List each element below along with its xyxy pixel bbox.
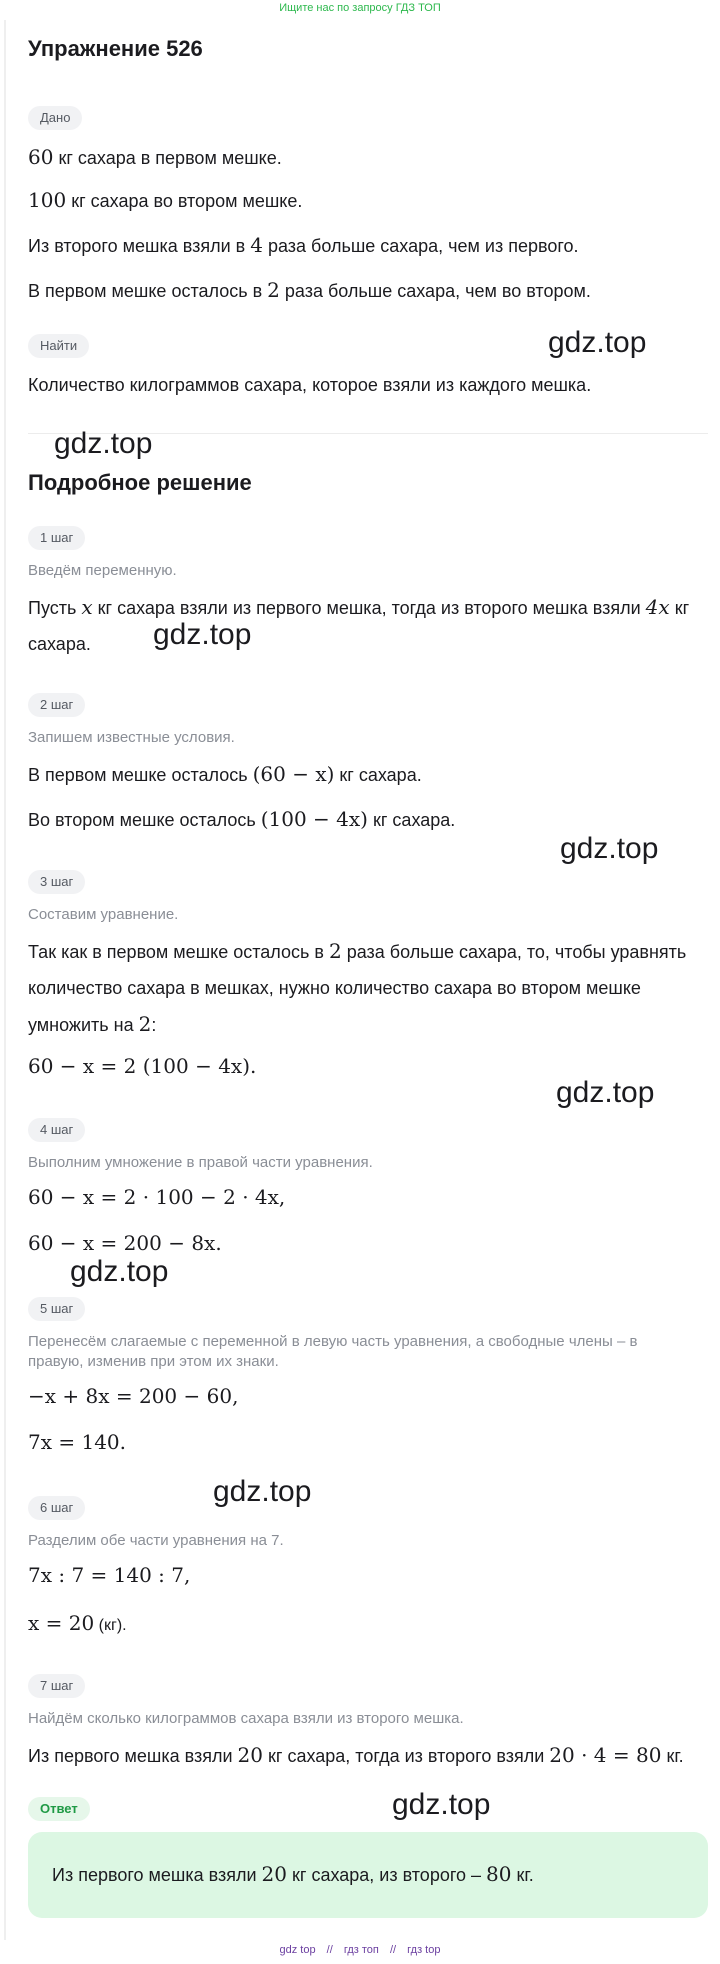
step-7-badge: 7 шаг bbox=[28, 1674, 85, 1698]
step-1-badge: 1 шаг bbox=[28, 526, 85, 550]
footer-link[interactable]: гдз top bbox=[407, 1944, 441, 1956]
step-6-equation-1: 7x : 7 = 140 : 7, bbox=[28, 1563, 191, 1587]
answer-box bbox=[28, 1832, 708, 1918]
footer-separator: // bbox=[389, 1944, 397, 1956]
step-5-equation-1: −x + 8x = 200 − 60, bbox=[28, 1384, 239, 1408]
answer-text: Из первого мешка взяли 20 кг сахара, из второго – 80 кг. bbox=[52, 1862, 534, 1886]
watermark: gdz.top bbox=[153, 618, 252, 651]
step-1-hint: Введём переменную. bbox=[28, 562, 177, 579]
answer-badge: Ответ bbox=[28, 1797, 90, 1821]
find-text: Количество килограммов сахара, которое взяли из каждого мешка. bbox=[28, 375, 592, 395]
left-rule bbox=[4, 20, 6, 1940]
watermark: gdz.top bbox=[392, 1788, 491, 1821]
watermark: gdz.top bbox=[213, 1475, 312, 1508]
watermark: gdz.top bbox=[548, 326, 647, 359]
step-3-line-2: количество сахара в мешках, нужно количество сахара во втором мешке bbox=[28, 978, 641, 998]
step-6-badge: 6 шаг bbox=[28, 1496, 85, 1520]
step-7-line-1: Из первого мешка взяли 20 кг сахара, тогда из второго взяли 20 · 4 = 80 кг. bbox=[28, 1743, 684, 1767]
footer-link[interactable]: gdz top bbox=[279, 1944, 316, 1956]
footer-link[interactable]: гдз топ bbox=[343, 1944, 379, 1956]
step-3-line-1: Так как в первом мешке осталось в 2 раза больше сахара, то, чтобы уравнять bbox=[28, 939, 687, 963]
page-title: Упражнение 526 bbox=[28, 36, 203, 61]
watermark: gdz.top bbox=[556, 1076, 655, 1109]
step-1-line-1: Пусть x кг сахара взяли из первого мешка, тогда из второго мешка взяли 4x кг bbox=[28, 595, 690, 619]
step-2-badge: 2 шаг bbox=[28, 693, 85, 717]
step-5-hint-1: Перенесём слагаемые с переменной в левую часть уравнения, а свободные члены – в bbox=[28, 1333, 638, 1350]
find-badge: Найти bbox=[28, 334, 89, 358]
step-3-badge: 3 шаг bbox=[28, 870, 85, 894]
step-1-line-2: сахара. bbox=[28, 634, 91, 654]
step-4-hint: Выполним умножение в правой части уравнения. bbox=[28, 1154, 373, 1171]
solution-title: Подробное решение bbox=[28, 470, 252, 495]
given-line-2: 100 кг сахара во втором мешке. bbox=[28, 188, 303, 212]
footer-links bbox=[0, 1944, 720, 1956]
step-2-line-1: В первом мешке осталось (60 − x) кг сахара. bbox=[28, 762, 422, 786]
step-3-line-3: умножить на 2: bbox=[28, 1012, 157, 1036]
given-line-1: 60 кг сахара в первом мешке. bbox=[28, 145, 282, 169]
given-line-4: В первом мешке осталось в 2 раза больше сахара, чем во втором. bbox=[28, 278, 591, 302]
step-5-equation-2: 7x = 140. bbox=[28, 1430, 127, 1454]
step-5-badge: 5 шаг bbox=[28, 1297, 85, 1321]
step-2-line-2: Во втором мешке осталось (100 − 4x) кг сахара. bbox=[28, 807, 456, 831]
watermark: gdz.top bbox=[70, 1255, 169, 1288]
step-4-equation-2: 60 − x = 200 − 8x. bbox=[28, 1231, 222, 1255]
step-2-hint: Запишем известные условия. bbox=[28, 729, 235, 746]
step-3-hint: Составим уравнение. bbox=[28, 906, 179, 923]
watermark: gdz.top bbox=[54, 427, 153, 460]
top-banner[interactable]: Ищите нас по запросу ГДЗ ТОП bbox=[279, 2, 441, 14]
given-badge: Дано bbox=[28, 106, 82, 130]
step-6-equation-2: x = 20 (кг). bbox=[28, 1611, 127, 1635]
given-line-3: Из второго мешка взяли в 4 раза больше сахара, чем из первого. bbox=[28, 233, 579, 257]
step-6-hint: Разделим обе части уравнения на 7. bbox=[28, 1532, 284, 1549]
step-3-equation: 60 − x = 2 (100 − 4x). bbox=[28, 1054, 257, 1078]
footer-separator: // bbox=[326, 1944, 333, 1956]
watermark: gdz.top bbox=[560, 832, 659, 865]
step-4-equation-1: 60 − x = 2 · 100 − 2 · 4x, bbox=[28, 1185, 286, 1209]
step-7-hint: Найдём сколько килограммов сахара взяли из второго мешка. bbox=[28, 1710, 464, 1727]
step-5-hint-2: правую, изменив при этом их знаки. bbox=[28, 1353, 279, 1370]
step-4-badge: 4 шаг bbox=[28, 1118, 85, 1142]
